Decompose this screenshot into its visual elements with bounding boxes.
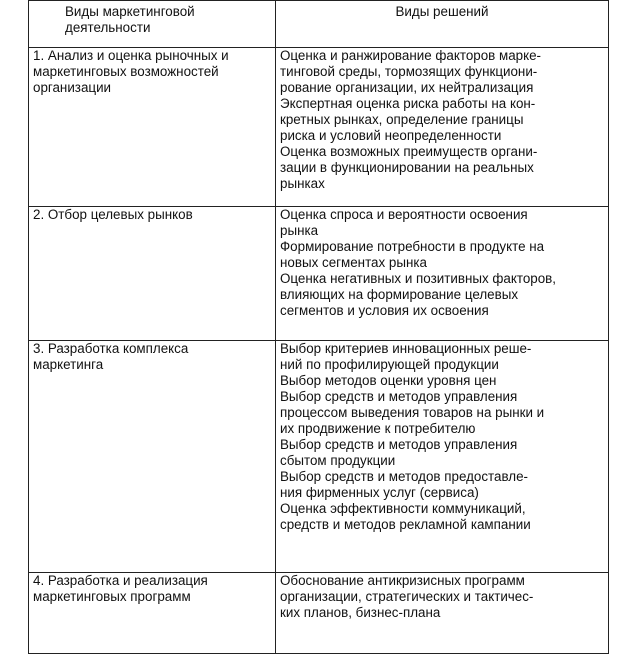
decision-line: риска и условий неопределенности: [280, 128, 502, 143]
decision-line: Выбор средств и методов управления: [280, 437, 518, 452]
activity-cell: [29, 207, 276, 341]
table-header: [29, 1, 609, 48]
decision-line: средств и методов рекламной кампании: [280, 517, 531, 532]
decisions-cell: [276, 48, 609, 207]
decisions-cell: [276, 207, 609, 341]
decisions-cell: [276, 341, 609, 573]
decision-line: рование организации, их нейтрализация: [280, 80, 534, 95]
decision-line: Выбор методов оценки уровня цен: [280, 373, 497, 388]
activity-line: 1. Анализ и оценка рыночных и: [33, 48, 229, 63]
activity-line: организации: [33, 80, 112, 95]
header-line: Виды решений: [395, 4, 489, 19]
table-row: [29, 573, 609, 654]
activity-line: маркетинга: [33, 357, 104, 372]
decision-line: Оценка возможных преимуществ органи-: [280, 144, 538, 159]
activity-line: 4. Разработка и реализация: [33, 573, 208, 588]
decision-line: Оценка негативных и позитивных факторов,: [280, 271, 557, 286]
header-row: [29, 1, 609, 48]
activity-cell: [29, 573, 276, 654]
decision-line: тинговой среды, тормозящих функциони-: [280, 64, 538, 79]
decision-line: ких планов, бизнес-плана: [280, 605, 441, 620]
table-row: [29, 48, 609, 207]
decision-line: их продвижение к потребителю: [280, 421, 476, 436]
activity-line: 2. Отбор целевых рынков: [33, 207, 193, 222]
decision-line: сегментов и условия их освоения: [280, 303, 489, 318]
decision-line: Выбор критериев инновационных реше-: [280, 341, 532, 356]
activity-cell: [29, 48, 276, 207]
header-line: Виды маркетинговой: [65, 4, 195, 19]
decision-line: Оценка и ранжирование факторов марке-: [280, 48, 542, 63]
decision-line: рынках: [280, 176, 325, 191]
decision-line: Обоснование антикризисных программ: [280, 573, 525, 588]
decision-line: кретных рынках, определение границы: [280, 112, 524, 127]
decisions-cell: [276, 573, 609, 654]
header-decision-types: [276, 1, 609, 48]
decision-line: ния фирменных услуг (сервиса): [280, 485, 479, 500]
decision-line: Оценка эффективности коммуникаций,: [280, 501, 526, 516]
decision-line: ний по профилирующей продукции: [280, 357, 499, 372]
table-row: [29, 341, 609, 573]
decision-line: сбытом продукции: [280, 453, 396, 468]
table-body: [29, 48, 609, 654]
decision-line: организации, стратегических и тактичес-: [280, 589, 534, 604]
decision-line: зации в функционировании на реальных: [280, 160, 534, 175]
header-activity-types: [29, 1, 276, 48]
table-row: [29, 207, 609, 341]
decision-line: Формирование потребности в продукте на: [280, 239, 545, 254]
decision-line: процессом выведения товаров на рынки и: [280, 405, 545, 420]
activity-line: 3. Разработка комплекса: [33, 341, 189, 356]
decision-line: новых сегментах рынка: [280, 255, 427, 270]
decision-line: Выбор средств и методов управления: [280, 389, 518, 404]
decision-line: Оценка спроса и вероятности освоения: [280, 207, 528, 222]
decision-line: влияющих на формирование целевых: [280, 287, 519, 302]
activity-cell: [29, 341, 276, 573]
decision-line: рынка: [280, 223, 319, 238]
decision-line: Экспертная оценка риска работы на кон-: [280, 96, 536, 111]
decision-line: Выбор средств и методов предоставле-: [280, 469, 529, 484]
activity-line: маркетинговых программ: [33, 589, 191, 604]
activity-line: маркетинговых возможностей: [33, 64, 219, 79]
marketing-decisions-table: [28, 0, 609, 654]
header-line: деятельности: [65, 20, 151, 35]
